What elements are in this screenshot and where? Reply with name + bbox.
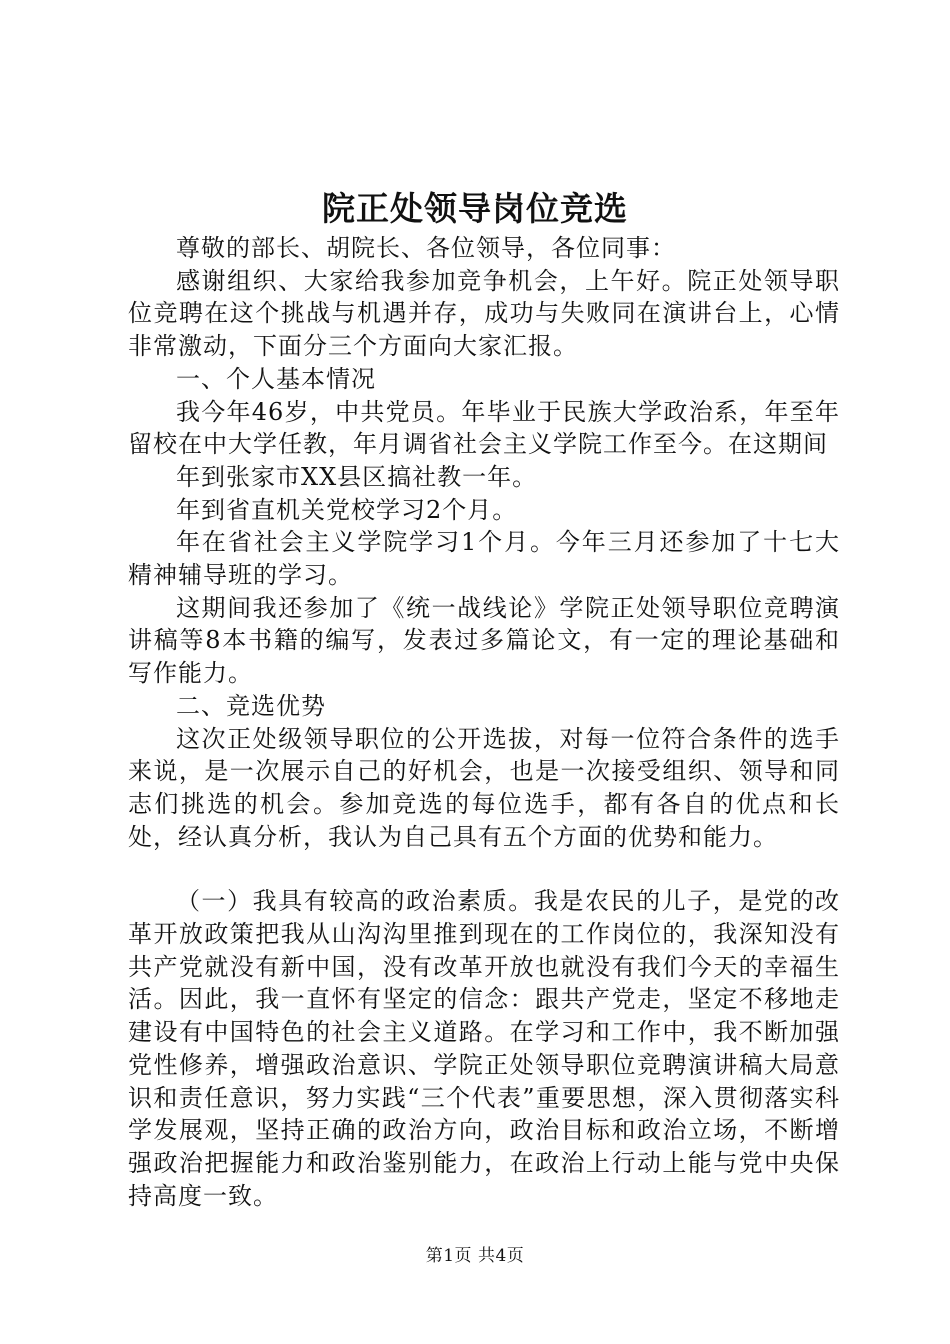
- page-number-footer: 第1页 共4页: [425, 1246, 525, 1266]
- document-body: [128, 232, 840, 1212]
- advantage-political-quality-paragraph: （一）我具有较高的政治素质。我是农民的儿子，是党的改革开放政策把我从山沟沟里推到现在的工作岗位的，我深知没有共产党就没有新中国，没有改革开放也就没有我们今天的幸福生活。因此，我一直怀有坚定的信念：跟共产党走，坚定不移地走建设有中国特色的社会主义道路。在学习和工作中，我不断加强党性修养，增强政治意识、学院正处领导职位竞聘演讲稿大局意识和责任意识，努力实践“三个代表”重要思想，深入贯彻落实科学发展观，坚持正确的政治方向，政治目标和政治立场，不断增强政治把握能力和政治鉴别能力，在政治上行动上能与党中央保持高度一致。: [128, 887, 840, 1210]
- publications-paragraph: 这期间我还参加了《统一战线论》学院正处领导职位竞聘演讲稿等8本书籍的编写，发表过多篇论文，有一定的理论基础和写作能力。: [128, 593, 840, 688]
- salutation-paragraph: 尊敬的部长、胡院长、各位领导，各位同事：: [176, 234, 676, 262]
- experience-item-1: 年到张家市XX县区搞社教一年。: [176, 462, 538, 491]
- experience-item-3: 年在省社会主义学院学习1个月。今年三月还参加了十七大精神辅导班的学习。: [128, 528, 840, 590]
- document-title: 院正处领导岗位竞选: [322, 189, 628, 228]
- intro-paragraph: 感谢组织、大家给我参加竞争机会，上午好。院正处领导职位竞聘在这个挑战与机遇并存，成功与失败同在演讲台上，心情非常激动，下面分三个方面向大家汇报。: [128, 266, 840, 361]
- advantages-intro-paragraph: 这次正处级领导职位的公开选拔，对每一位符合条件的选手来说，是一次展示自己的好机会，也是一次接受组织、领导和同志们挑选的机会。参加竞选的每位选手，都有各自的优点和长处，经认真分析，我认为自己具有五个方面的优势和能力。: [128, 724, 840, 851]
- section-heading-personal-info: 一、个人基本情况: [176, 364, 376, 393]
- experience-item-2: 年到省直机关党校学习2个月。: [176, 495, 518, 524]
- personal-info-paragraph: 我今年46岁，中共党员。年毕业于民族大学政治系，年至年留校在中大学任教，年月调省社会主义学院工作至今。在这期间: [128, 397, 840, 459]
- section-heading-advantages: 二、竞选优势: [176, 691, 326, 720]
